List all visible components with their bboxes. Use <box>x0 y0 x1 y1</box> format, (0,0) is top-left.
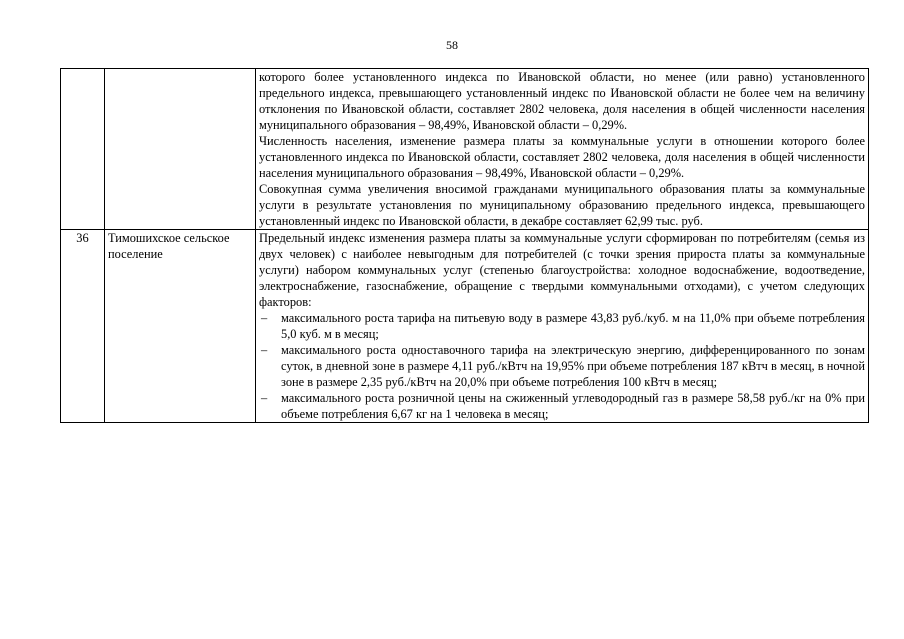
row-number-cell <box>61 69 105 230</box>
document-table <box>60 68 869 423</box>
list-item <box>259 310 865 342</box>
paragraph: Численность населения, изменение размера платы за коммунальные услуги в отношении которого более установленного индекса по Ивановской области, составляет 2802 человека, доля населения в общей численности населения муниципального образования – 98,49%, Ивановской области – 0,29%. <box>259 134 865 180</box>
description-cell <box>256 69 869 230</box>
dash-bullet-icon: – <box>261 391 268 405</box>
list-item <box>259 390 865 422</box>
list-item <box>259 342 865 390</box>
paragraph: которого более установленного индекса по Ивановской области, но менее (или равно) установленного предельного индекса, превышающего установленный индекс по Ивановской области не более чем на величину отклонения по Ивановской области, составляет 2802 человека, доля населения в общей численности населения муниципального образования – 98,49%, Ивановской области – 0,29%. <box>259 70 865 132</box>
paragraph: Совокупная сумма увеличения вносимой гражданами муниципального образования платы за коммунальные услуги в результате установления по муниципальному образованию предельного индекса, превышающего установленный индекс по Ивановской области, в декабре составляет 62,99 тыс. руб. <box>259 182 865 228</box>
row-number-cell: 36 <box>61 230 105 423</box>
list-item-text: максимального роста тарифа на питьевую воду в размере 43,83 руб./куб. м на 11,0% при объеме потребления 5,0 куб. м в месяц; <box>281 311 865 341</box>
description-cell <box>256 230 869 423</box>
dash-bullet-icon: – <box>261 311 268 325</box>
municipality-name-cell <box>105 69 256 230</box>
page-number: 58 <box>446 38 458 52</box>
intro-paragraph: Предельный индекс изменения размера платы за коммунальные услуги сформирован по потребителям (семья из двух человек) с наиболее невыгодным для потребителей (с точки зрения прироста платы за коммунальные услуги) набором коммунальных услуг (степенью благоустройства: холодное водоснабжение, водоотведение, электроснабжение, газоснабжение, обращение с твердыми коммунальными отходами), с учетом следующих факторов: <box>259 231 865 309</box>
municipality-name-cell: Тимошихское сельское поселение <box>105 230 256 423</box>
factor-list <box>259 310 865 422</box>
list-item-text: максимального роста розничной цены на сжиженный углеводородный газ в размере 58,58 руб./кг на 0% при объеме потребления 6,67 кг на 1 человека в месяц; <box>281 391 865 421</box>
table-row-36 <box>61 230 869 423</box>
dash-bullet-icon: – <box>261 343 268 357</box>
table-row-continuation <box>61 69 869 230</box>
list-item-text: максимального роста одноставочного тарифа на электрическую энергию, дифференцированного по зонам суток, в дневной зоне в размере 4,11 руб./кВтч на 19,95% при объеме потребления 187 кВтч в месяц, в ночной зоне в размере 2,35 руб./кВтч на 20,0% при объеме потребления 100 кВтч в месяц; <box>281 343 865 389</box>
